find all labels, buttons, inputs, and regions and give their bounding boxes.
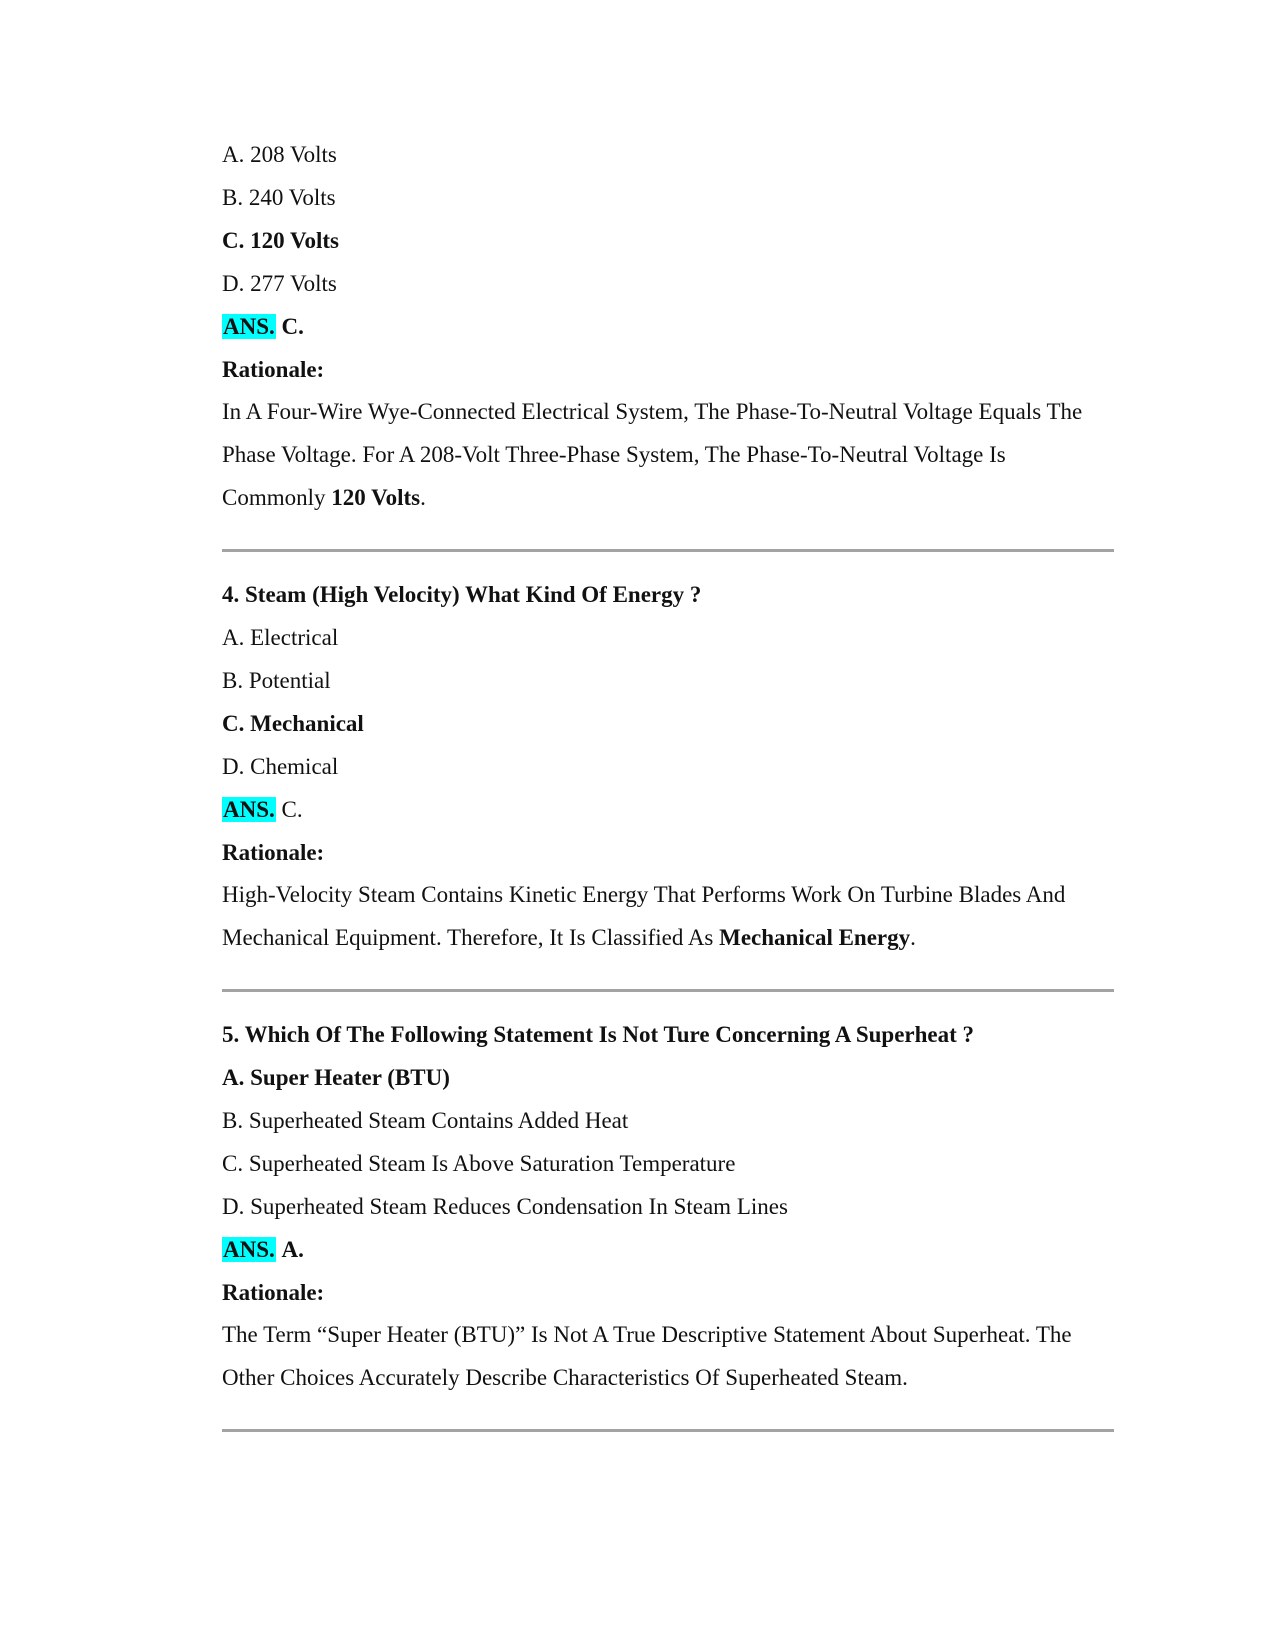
- option-c: C. Superheated Steam Is Above Saturation Temperature: [222, 1151, 736, 1176]
- answer-line: [222, 312, 1114, 342]
- option-a: A. Electrical: [222, 625, 339, 650]
- answer-tag: ANS.: [223, 1237, 275, 1262]
- answer-value: A.: [281, 1237, 304, 1262]
- rationale-text-end: .: [910, 925, 916, 950]
- rationale-text-body: In A Four-Wire Wye-Connected Electrical System, The Phase-To-Neutral Voltage Equals The Phase Voltage. For A 208-Volt Three-Phase System, The Phase-To-Neutral Voltage Is Commonly: [222, 399, 1083, 510]
- option-a: A. 208 Volts: [222, 142, 337, 167]
- rationale-text: [222, 1313, 1114, 1399]
- rationale-text: [222, 390, 1114, 519]
- rationale-heading: Rationale:: [222, 1280, 325, 1305]
- section-divider: [222, 1429, 1114, 1432]
- option-c-correct: C. Mechanical: [222, 711, 364, 736]
- rationale-text-end: .: [420, 485, 426, 510]
- rationale-text-body: The Term “Super Heater (BTU)” Is Not A True Descriptive Statement About Superheat. The Other Choices Accurately Describe Characteristics Of Superheated Steam.: [222, 1322, 1072, 1390]
- question-title: 4. Steam (High Velocity) What Kind Of Energy ?: [222, 582, 702, 607]
- answer-value: C.: [281, 314, 304, 339]
- option-b: B. 240 Volts: [222, 185, 336, 210]
- answer-tag: ANS.: [223, 314, 275, 339]
- option-a-correct: A. Super Heater (BTU): [222, 1065, 450, 1090]
- rationale-text-body: High-Velocity Steam Contains Kinetic Energy That Performs Work On Turbine Blades And Mechanical Equipment. Therefore, It Is Classified As: [222, 882, 1066, 950]
- answer-line: [222, 795, 1114, 825]
- question-5-block: [222, 1020, 1114, 1399]
- rationale-heading: Rationale:: [222, 357, 325, 382]
- answer-line: [222, 1235, 1114, 1265]
- answer-value: C.: [281, 797, 303, 822]
- document-page: [222, 140, 1114, 1460]
- section-divider: [222, 989, 1114, 992]
- question-3-block: [222, 140, 1114, 519]
- rationale-text-emphasis: Mechanical Energy: [719, 925, 911, 950]
- rationale-text-emphasis: 120 Volts: [331, 485, 421, 510]
- option-d: D. Chemical: [222, 754, 339, 779]
- question-title: 5. Which Of The Following Statement Is Not Ture Concerning A Superheat ?: [222, 1022, 975, 1047]
- option-d: D. Superheated Steam Reduces Condensation In Steam Lines: [222, 1194, 788, 1219]
- rationale-heading: Rationale:: [222, 840, 325, 865]
- question-4-block: [222, 580, 1114, 959]
- section-divider: [222, 549, 1114, 552]
- option-d: D. 277 Volts: [222, 271, 337, 296]
- answer-tag: ANS.: [223, 797, 275, 822]
- option-c-correct: C. 120 Volts: [222, 228, 339, 253]
- rationale-text: [222, 873, 1114, 959]
- option-b: B. Superheated Steam Contains Added Heat: [222, 1108, 629, 1133]
- option-b: B. Potential: [222, 668, 331, 693]
